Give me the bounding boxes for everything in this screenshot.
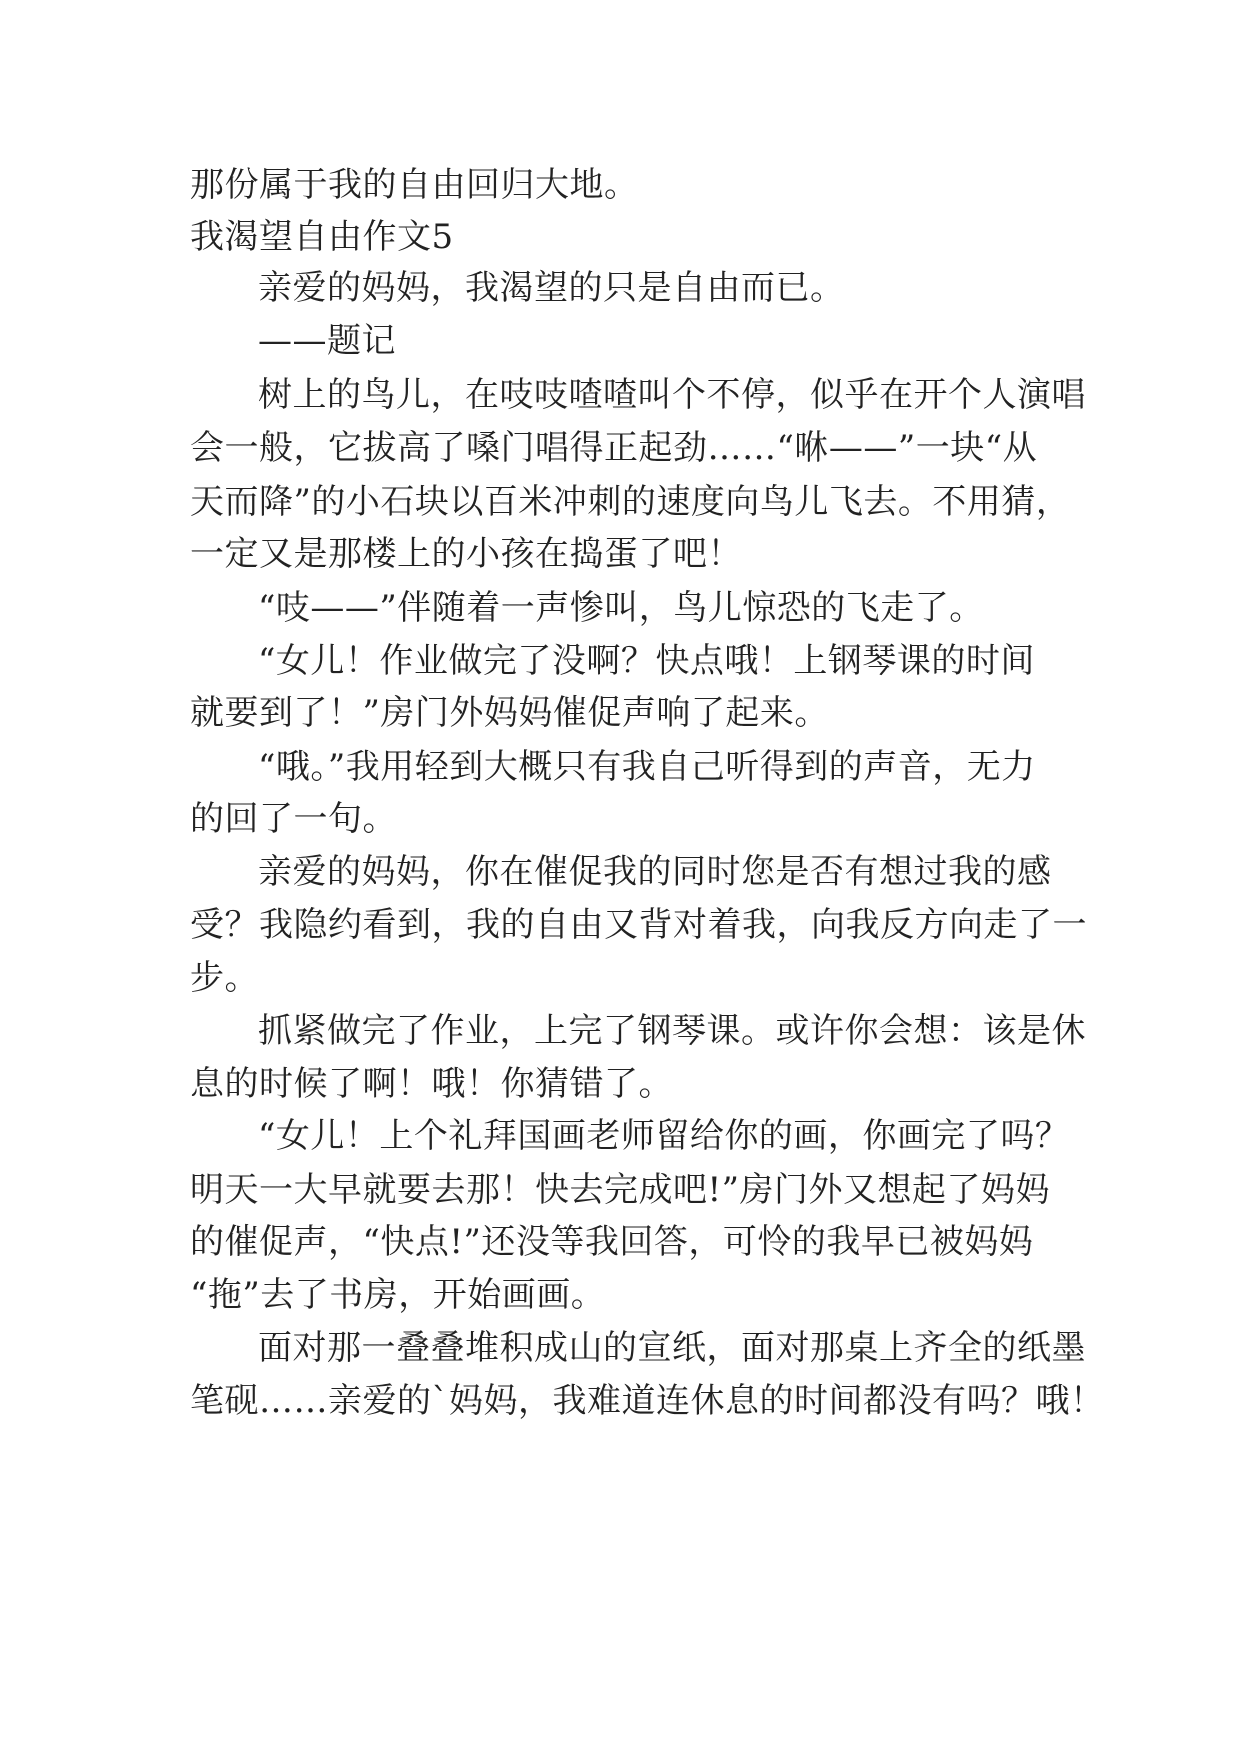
paragraph-line: 受？我隐约看到，我的自由又背对着我，向我反方向走了一: [190, 905, 1087, 945]
section-heading: 我渴望自由作文5: [190, 217, 454, 257]
paragraph-line: 树上的鸟儿，在吱吱喳喳叫个不停，似乎在开个人演唱: [258, 375, 1086, 415]
paragraph-line: 的回了一句。: [190, 799, 397, 839]
paragraph-line: “女儿！作业做完了没啊？快点哦！上钢琴课的时间: [258, 641, 1035, 681]
text-line: 那份属于我的自由回归大地。: [190, 165, 639, 205]
paragraph-line: 抓紧做完了作业，上完了钢琴课。或许你会想：该是休: [258, 1011, 1086, 1051]
paragraph-line: 就要到了！”房门外妈妈催促声响了起来。: [190, 693, 829, 733]
paragraph-line: 的催促声，“快点!”还没等我回答，可怜的我早已被妈妈: [190, 1222, 1034, 1262]
paragraph-line: “女儿！上个礼拜国画老师留给你的画，你画完了吗？: [258, 1116, 1070, 1156]
paragraph-line: 明天一大早就要去那！快去完成吧!”房门外又想起了妈妈: [190, 1170, 1051, 1210]
paragraph-line: 面对那一叠叠堆积成山的宣纸，面对那桌上齐全的纸墨: [258, 1328, 1086, 1368]
paragraph-line: 会一般，它拔高了嗓门唱得正起劲……“咻——”一块“从: [190, 428, 1038, 468]
paragraph-line: “拖”去了书房，开始画画。: [190, 1275, 606, 1315]
paragraph-line: 步。: [190, 958, 259, 998]
paragraph-line: 息的时候了啊！哦！你猜错了。: [190, 1064, 673, 1104]
paragraph-line: “吱——”伴随着一声惨叫，鸟儿惊恐的飞走了。: [258, 588, 984, 628]
paragraph-line: “哦。”我用轻到大概只有我自己听得到的声音，无力: [258, 747, 1036, 787]
paragraph-line: 一定又是那楼上的小孩在捣蛋了吧！: [190, 534, 742, 574]
paragraph-line: 笔砚……亲爱的`妈妈，我难道连休息的时间都没有吗？哦！: [190, 1381, 1105, 1421]
epigraph-line: 亲爱的妈妈，我渴望的只是自由而已。: [258, 268, 845, 308]
paragraph-line: 亲爱的妈妈，你在催促我的同时您是否有想过我的感: [258, 852, 1052, 892]
epigraph-attribution: ——题记: [258, 321, 396, 361]
paragraph-line: 天而降”的小石块以百米冲刺的速度向鸟儿飞去。不用猜，: [190, 482, 1071, 522]
